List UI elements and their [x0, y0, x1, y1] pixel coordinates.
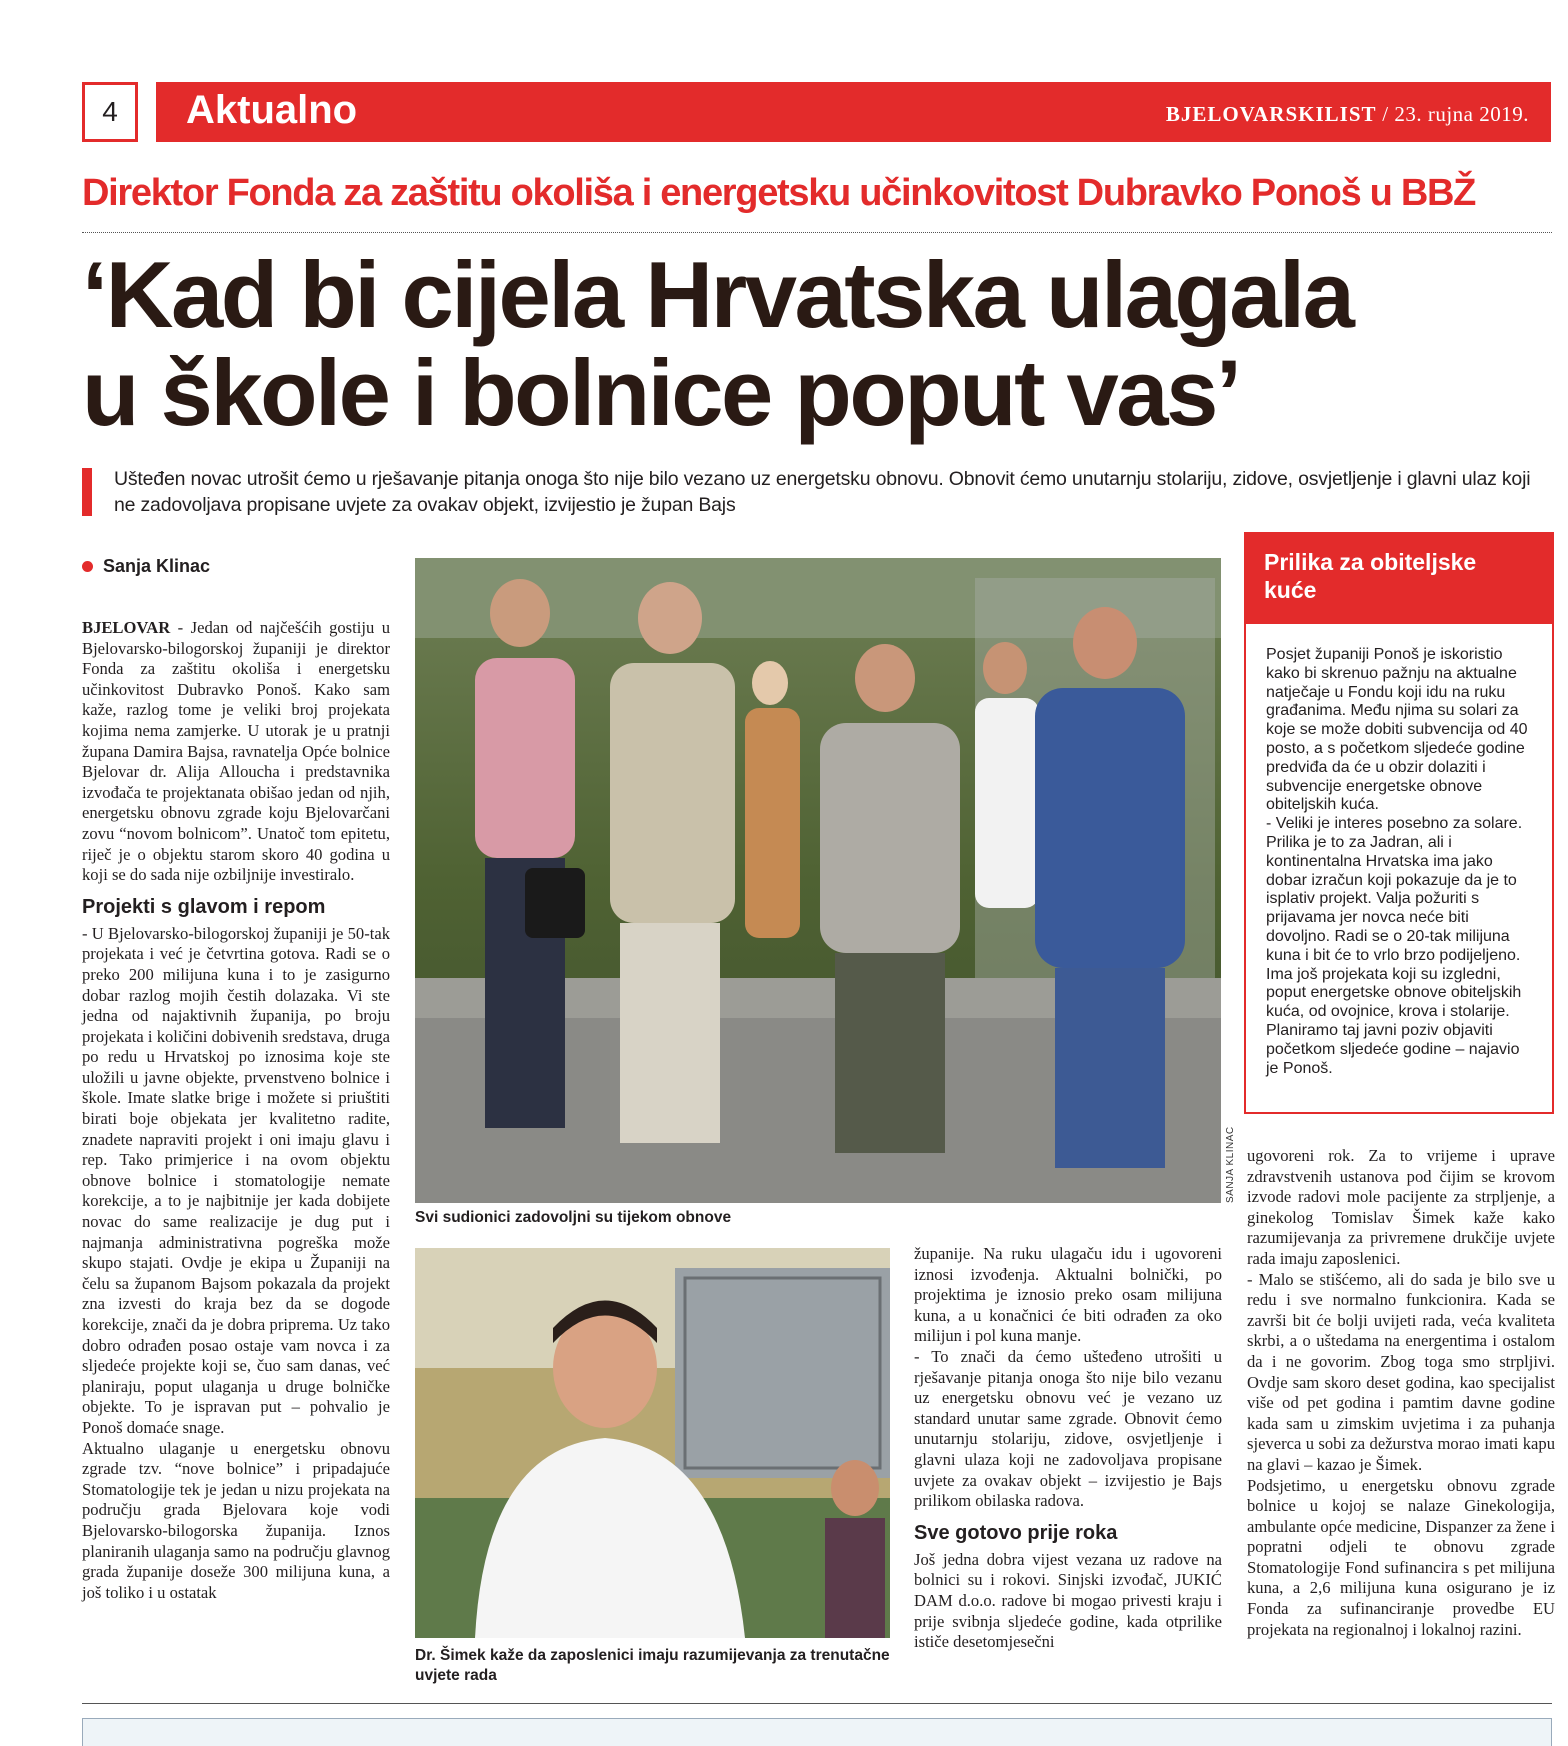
page-number: 4 [82, 82, 138, 142]
issue-date: / 23. rujna 2019. [1382, 102, 1529, 126]
paragraph: Podsjetimo, u energetsku obnovu zgrade bolnice u kojoj se nalaze Ginekologija, ambulante opće medicine, Dispanzer za žene i popratni odjeli te obnovu zgrade Stomatologije Fond sufinancira s pet milijuna kuna, a 2,6 milijuna kuna osigurano je iz Fonda za sufinanciranje provedbe EU projekata na regionalnoj i lokalnoj razini. [1247, 1475, 1555, 1639]
paragraph-text: - Jedan od najčešćih gostiju u Bjelovarsko-bilogorskoj županiji je direktor Fonda za zaštitu okoliša i energetsku učinkovitost Dubravko Ponoš. Kako sam kaže, razlog tome je veliki broj projekata kojima nema zamjerke. U utorak je u pratnji župana Damira Bajsa, ravnatelja Opće bolnice Bjelovar dr. Alija Alloucha i predstavnika izvođača te projektanata obišao jedan od njih, energetsku obnovu zgrade koju Bjelovarčani zovu “novom bolnicom”. Unatoč tom epitetu, riječ je o objektu starom skoro 40 godina u koji se do sada nije ozbiljnije investiralo. [82, 618, 390, 885]
photo-caption: Dr. Šimek kaže da zaposlenici imaju razumijevanja za trenutačne uvjete rada [415, 1647, 890, 1684]
lead-marker [82, 468, 92, 516]
article-column-1 [82, 618, 390, 1603]
paragraph: - U Bjelovarsko-bilogorskoj županiji je 50-tak projekata i već je četvrtina gotova. Radi se o preko 200 milijuna kuna i to je zasigurno dobar razlog mojih čestih dolazaka. Vi ste jedna od najaktivnih županija, po broju projekata i količini dobivenih sredstava, druga po redu u Hrvatskoj po iznosima koje ste uložili u javne objekte, prvenstveno bolnice i škole. Imate slatke brige i možete si priuštiti birati boje objekata jer kvalitetno radite, znadete napraviti projekt i oni imaju glavu i rep. Tako primjerice i na ovom objektu obnove bolnice i stomatologije nemate korekcije, a to je najbitnije jer kada dobijete novac do same realizacije je dug put i najmanja administrativna pogreška može skupo stajati. Ovdje je ekipa u Županiji na čelu sa županom Bajsom pokazala da projekt zna izvesti do kraja bez da se dogode korekcije, znači da je dobra priprema. Uz tako dobro odrađen posao ostaje vam novca i za sljedeće projekte koji se, čuo sam danas, već planiraju, poput ulaganja u druge bolničke objekte. To je ispravan put – pohvalio je Ponoš domaće snage. [82, 923, 390, 1437]
masthead [1166, 102, 1529, 127]
dateline: BJELOVAR [82, 618, 171, 637]
photo-image [415, 1248, 890, 1638]
paragraph: Još jedna dobra vijest vezana uz radove na bolnici su i rokovi. Sinjski izvođač, JUKIĆ DAM d.o.o. radove bi mogao privesti kraju i prije svibnja sljedeće godine, kada otprilike ističe desetomjesečni [914, 1549, 1222, 1652]
article-column-3 [914, 1244, 1222, 1653]
sidebar-text [1266, 646, 1536, 1078]
divider [82, 232, 1552, 233]
byline [82, 556, 210, 577]
advertisement-strip [82, 1718, 1552, 1746]
paragraph: - Malo se stišćemo, ali do sada je bilo sve u redu i sve normalno funkcionira. Kada se završi bit će bolji uvijeti rada, veća kvaliteta skrbi, a o uštedama na energentima i ostalom da i ne govorim. Zbog toga smo strpljivi. Ovdje sam skoro deset godina, kao specijalist više od pet godina i pamtim davne godine kada sam u zimskim uvjetima i za puhanja sjeverca u sobi za dežurstva morao imati kapu na glavi – kazao je Šimek. [1247, 1269, 1555, 1474]
photo-officials-group [415, 558, 1221, 1203]
photo-image [415, 558, 1221, 1203]
section-header-bar [156, 82, 1551, 142]
sidebar-box [1244, 532, 1554, 1114]
sidebar-paragraph: - Veliki je interes posebno za solare. Prilika je to za Jadran, ali i kontinentalna Hrvatska ima jako dobar izračun koji pokazuje da je to isplativ projekt. Valja požuriti s prijavama jer novca neće biti dovoljno. Radi se o 20-tak milijuna kuna i bit će to vrlo brzo podijeljeno. Ima još projekata koji su izgledni, poput energetske obnove obiteljskih kuća, od ovojnice, krova i stolarije. Planiramo taj javni poziv objaviti početkom sljedeće godine – najavio je Ponoš. [1266, 815, 1523, 1077]
headline-line-1: ‘Kad bi cijela Hrvatska ulagala [82, 242, 1353, 347]
paragraph [82, 618, 390, 886]
sidebar-title: Prilika za obiteljske kuće [1246, 534, 1552, 624]
headline-line-2: u škole i bolnice poput vas’ [82, 340, 1240, 445]
article-column-4 [1247, 1146, 1555, 1640]
photo-caption: Svi sudionici zadovoljni su tijekom obnove [415, 1209, 732, 1226]
paragraph: ugovoreni rok. Za to vrijeme i uprave zdravstvenih ustanova pod čijim se krovom izvode radovi mole pacijente za strpljenje, a ginekolog Tomislav Šimek kaže kako razumijevanja za privremene drukčije uvjete rada imaju zaposlenici. [1247, 1146, 1555, 1268]
paragraph: - To znači da ćemo ušteđeno utrošiti u rješavanje pitanja onoga što nije bilo vezanu uz energetsku obnovu već je vezano uz standard unutar same zgrade. Obnovit ćemo unutarnju stolariju, zidove, osvjetljenje i glavni ulaza koji ne zadovoljava propisane uvjete za ovakav objekt – izvijestio je Bajs prilikom obilaska radova. [914, 1346, 1222, 1511]
paragraph: županije. Na ruku ulagaču idu i ugovoreni iznosi izvođenja. Aktualni bolnički, po projektima je iznosio preko osam milijuna kuna, a u konačnici će biti odrađen za oko milijun i pol kuna manje. [914, 1244, 1222, 1346]
photo-doctor [415, 1248, 890, 1638]
sidebar-paragraph: Posjet županiji Ponoš je iskoristio kako bi skrenuo pažnju na aktualne natječaje u Fondu koji idu na ruku građanima. Među njima su solari za koje se može dobiti subvencija od 40 posto, a s početkom sljedeće godine predviđa da će u obzir dolaziti i subvencije energetske obnove obiteljskih kuća. [1266, 646, 1528, 814]
paper-name: BJELOVARSKILIST [1165, 102, 1377, 126]
subheading: Projekti s glavom i repom [82, 895, 326, 918]
photo-credit: SANJA KLINAC [1225, 1126, 1236, 1203]
bottom-divider [82, 1703, 1552, 1704]
byline-dot [82, 561, 93, 572]
author-name: Sanja Klinac [103, 556, 211, 576]
paragraph: Aktualno ulaganje u energetsku obnovu zgrade tzv. “nove bolnice” i pripadajuće Stomatologije tek je jedan u nizu projekata na području grada Bjelovara koje vodi Bjelovarsko-bilogorska županija. Iznos planiranih ulaganja samo na području glavnog grada županije doseže 300 milijuna kuna, a još toliko i u ostatak [82, 1438, 390, 1602]
kicker: Direktor Fonda za zaštitu okoliša i energetsku učinkovitost Dubravko Ponoš u BBŽ [82, 172, 1476, 214]
headline [82, 242, 1562, 445]
subheading: Sve gotovo prije roka [914, 1521, 1118, 1544]
lead-paragraph: Ušteđen novac utrošit ćemo u rješavanje pitanja onoga što nije bilo vezano uz energetsku obnovu. Obnovit ćemo unutarnju stolariju, zidove, osvjetljenje i glavni ulaz koji ne zadovoljava propisane uvjete za ovakav objekt, izvijestio je župan Bajs [114, 468, 1531, 516]
section-title: Aktualno [186, 88, 358, 132]
